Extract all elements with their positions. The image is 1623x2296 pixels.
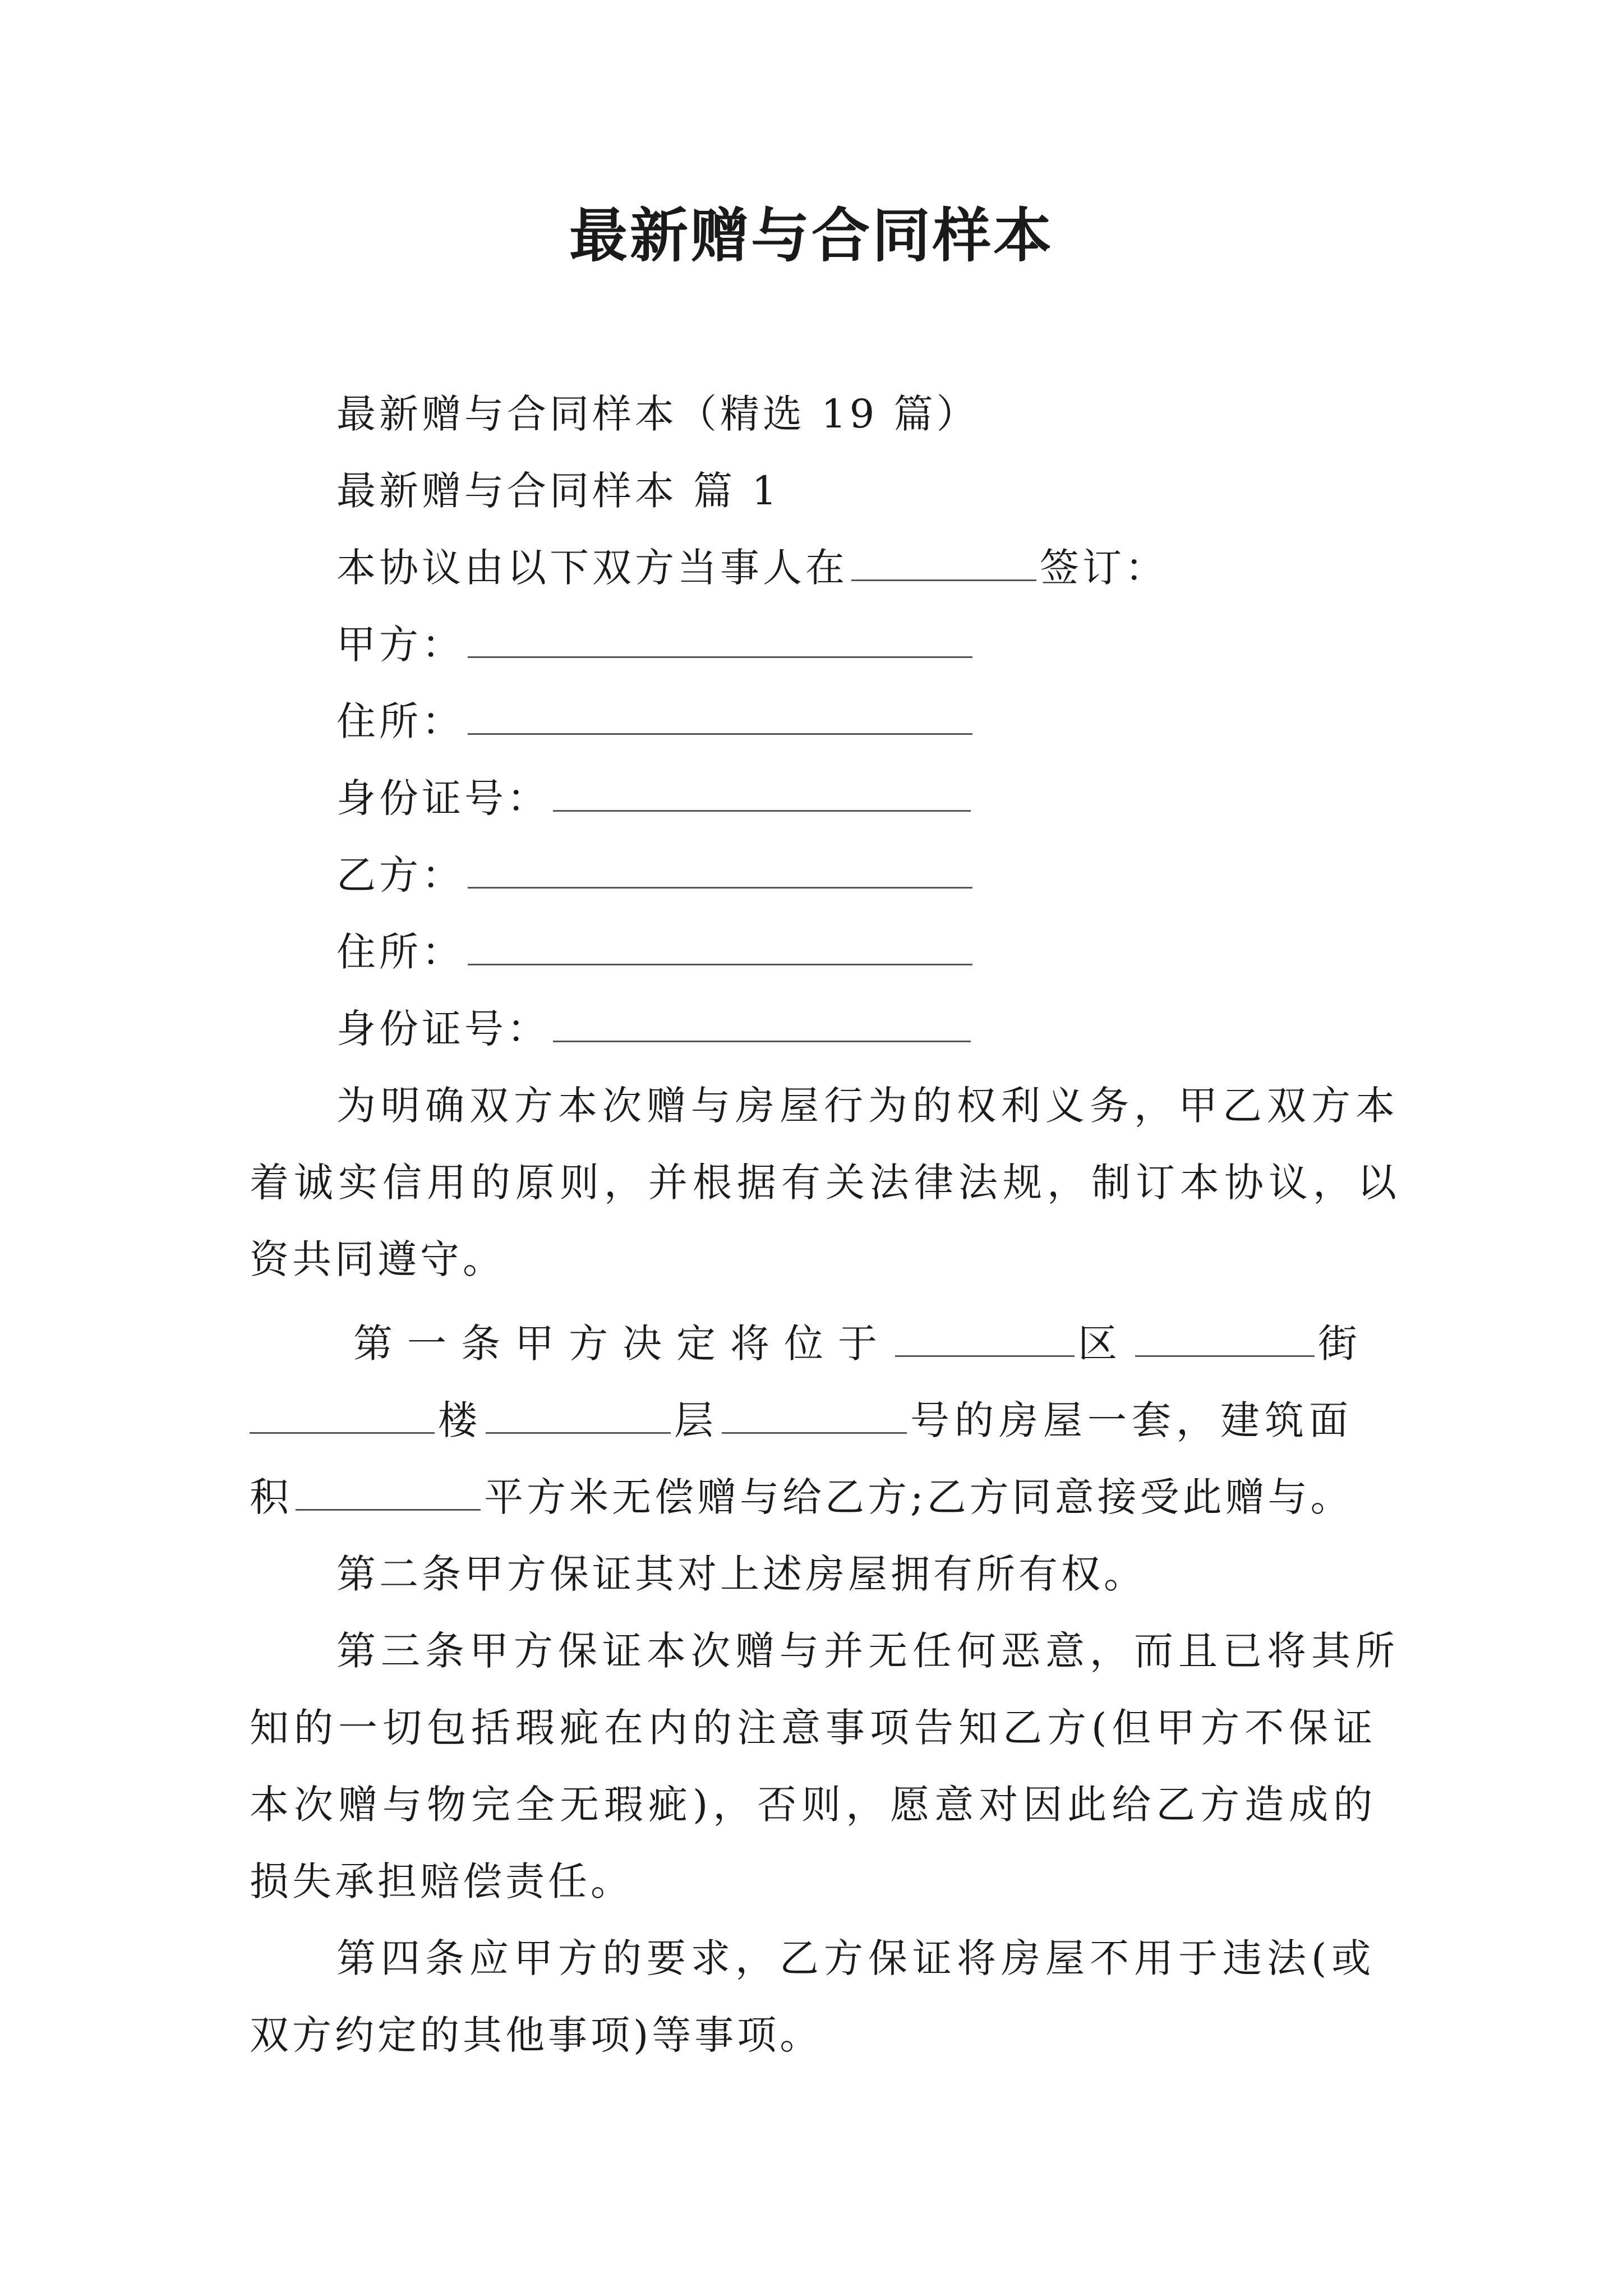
floor-blank — [486, 1395, 671, 1434]
party-a-address-blank — [468, 696, 972, 735]
party-b-address-blank — [468, 927, 972, 965]
document-subtitle: 最新赠与合同样本（精选 19 篇） — [336, 391, 979, 437]
section-heading: 最新赠与合同样本 篇 1 — [336, 468, 781, 514]
article-1-line-1 — [353, 1315, 1372, 1372]
intro-line — [336, 540, 1168, 596]
party-b-id-blank — [553, 1004, 971, 1042]
article-1-text-e: 层 — [674, 1397, 718, 1443]
area-blank — [296, 1472, 481, 1511]
article-1-text-h: 平方米无偿赠与给乙方;乙方同意接受此赠与。 — [484, 1474, 1353, 1520]
party-b-id-label: 身份证号： — [336, 1006, 550, 1052]
party-b-address-label: 住所： — [336, 929, 464, 975]
article-1-text-d: 楼 — [438, 1397, 482, 1443]
party-a-label: 甲方： — [336, 622, 464, 668]
article-3-line-2: 知的一切包括瑕疵在内的注意事项告知乙方(但甲方不保证 — [250, 1705, 1378, 1751]
party-a-id-label: 身份证号： — [336, 775, 550, 821]
party-b-blank — [468, 850, 972, 889]
party-a-id-row — [336, 770, 974, 826]
party-b-id-row — [336, 1001, 974, 1057]
preamble-line-1: 为明确双方本次赠与房屋行为的权利义务，甲乙双方本 — [336, 1083, 1400, 1129]
party-a-row — [336, 616, 976, 673]
number-blank — [722, 1395, 907, 1434]
party-b-row — [336, 847, 976, 903]
article-4-line-2: 双方约定的其他事项)等事项。 — [250, 2012, 823, 2058]
document-title: 最新赠与合同样本 — [569, 201, 1054, 270]
article-2: 第二条甲方保证其对上述房屋拥有所有权。 — [336, 1551, 1146, 1597]
party-a-address-row — [336, 693, 976, 749]
street-blank — [1135, 1318, 1315, 1357]
party-a-id-blank — [553, 773, 971, 812]
article-1-text-b: 区 — [1078, 1320, 1132, 1366]
article-1-text-f: 号的房屋一套，建筑面 — [910, 1397, 1353, 1443]
article-3-line-3: 本次赠与物完全无瑕疵)，否则，愿意对因此给乙方造成的 — [250, 1782, 1378, 1828]
district-blank — [895, 1318, 1075, 1357]
article-1-line-2 — [250, 1392, 1353, 1448]
article-1-text-g: 积 — [250, 1474, 292, 1520]
signing-place-blank — [851, 542, 1036, 581]
article-3-line-1: 第三条甲方保证本次赠与并无任何恶意，而且已将其所 — [336, 1628, 1400, 1674]
preamble-line-3: 资共同遵守。 — [250, 1236, 505, 1282]
article-3-line-4: 损失承担赔偿责任。 — [250, 1858, 633, 1904]
intro-sign-text: 签订： — [1040, 545, 1168, 591]
article-1-text-c: 街 — [1318, 1320, 1372, 1366]
intro-text: 本协议由以下双方当事人在 — [336, 545, 848, 591]
party-a-blank — [468, 619, 972, 658]
party-b-address-row — [336, 924, 976, 980]
party-b-label: 乙方： — [336, 852, 464, 898]
article-1-line-3 — [250, 1469, 1353, 1525]
article-4-line-1: 第四条应甲方的要求，乙方保证将房屋不用于违法(或 — [336, 1935, 1376, 1981]
article-1-text-a: 第一条甲方决定将位于 — [353, 1320, 892, 1366]
party-a-address-label: 住所： — [336, 698, 464, 744]
preamble-line-2: 着诚实信用的原则，并根据有关法律法规，制订本协议，以 — [250, 1159, 1401, 1205]
building-blank — [250, 1395, 435, 1434]
